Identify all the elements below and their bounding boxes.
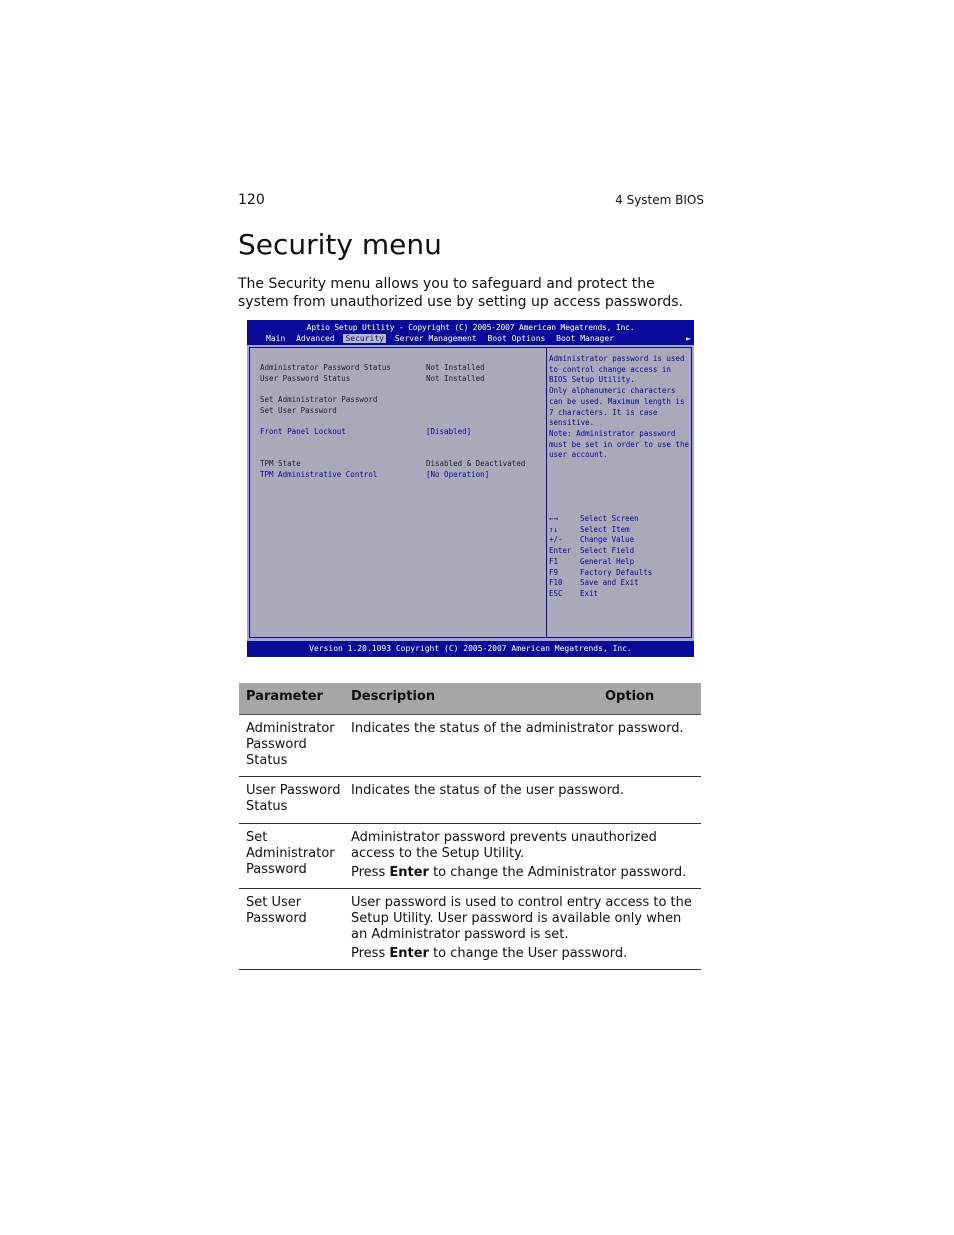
setting-tpm-admin-control[interactable] xyxy=(260,470,490,479)
key-action: Save and Exit xyxy=(580,578,639,588)
bios-tab-bar xyxy=(264,334,618,343)
cell-parameter: Administrator Password Status xyxy=(246,721,335,768)
key-action: Select Screen xyxy=(580,514,639,523)
table-header xyxy=(239,683,701,715)
setting-set-admin-password[interactable] xyxy=(260,395,377,404)
key-legend-row xyxy=(549,589,652,600)
bios-main-panel xyxy=(249,347,692,638)
setting-set-user-password[interactable] xyxy=(260,406,337,415)
setting-value: Not Installed xyxy=(426,363,485,372)
tab-boot-manager[interactable]: Boot Manager xyxy=(556,334,614,343)
setting-label: User Password Status xyxy=(260,374,351,383)
setting-label: TPM State xyxy=(260,459,301,468)
setting-value[interactable]: [No Operation] xyxy=(426,470,490,479)
key-legend-row xyxy=(549,557,652,568)
bios-footer-bar xyxy=(247,641,694,657)
help-line: can be used. Maximum length is xyxy=(549,396,685,406)
key-legend-row xyxy=(549,568,652,579)
parameter-table xyxy=(239,683,701,970)
panel-divider xyxy=(546,348,547,637)
tab-advanced[interactable]: Advanced xyxy=(296,334,335,343)
setting-value[interactable]: [Disabled] xyxy=(426,427,472,436)
setting-tpm-state xyxy=(260,459,526,468)
table-row xyxy=(239,889,701,970)
description-text: Administrator password prevents unauthorized access to the Setup Utility. xyxy=(351,830,657,861)
setting-label: Set Administrator Password xyxy=(260,395,378,404)
scroll-right-icon: ► xyxy=(686,334,691,343)
description-text: Press Enter to change the Administrator password. xyxy=(351,865,687,880)
bios-footer-text: Version 1.20.1093 Copyright (C) 2005-2007 American Megatrends, Inc. xyxy=(309,644,632,653)
help-line: Administrator password is used xyxy=(549,354,685,363)
bios-help-text xyxy=(549,354,691,461)
help-line: must be set in order to use the xyxy=(549,439,689,449)
table-row xyxy=(239,824,701,889)
key-legend-row xyxy=(549,535,652,546)
key-action: Exit xyxy=(580,588,599,598)
setting-value: Disabled & Deactivated xyxy=(426,459,526,468)
intro-paragraph: The Security menu allows you to safeguard and protect the system from unauthorized use by setting up access passwords. xyxy=(238,276,684,310)
description-text: Indicates the status of the administrator password. xyxy=(351,721,684,736)
column-header-parameter: Parameter xyxy=(246,689,323,704)
help-line: sensitive. xyxy=(549,418,595,428)
key-action: Select Field xyxy=(580,546,635,556)
page-number: 120 xyxy=(238,192,265,208)
table-row xyxy=(239,777,701,824)
setting-user-password-status xyxy=(260,374,485,383)
chapter-title: 4 System BIOS xyxy=(615,193,704,207)
key-label: F10 xyxy=(549,578,563,588)
key-action: General Help xyxy=(580,556,635,566)
key-legend-row xyxy=(549,514,652,525)
cell-parameter: Set Administrator Password xyxy=(246,830,335,877)
cell-description xyxy=(351,830,696,884)
tab-security[interactable]: Security xyxy=(345,334,384,343)
key-label: F9 xyxy=(549,567,559,577)
bios-title: Aptio Setup Utility - Copyright (C) 2005-2007 American Megatrends, Inc. xyxy=(306,323,635,332)
setting-label: Administrator Password Status xyxy=(260,363,391,372)
bios-screenshot xyxy=(247,320,694,657)
help-line: Note: Administrator password xyxy=(549,428,676,438)
key-label: F1 xyxy=(549,556,559,566)
cell-parameter: User Password Status xyxy=(246,783,341,814)
help-line: to control change access in xyxy=(549,364,671,374)
column-header-description: Description xyxy=(351,689,436,704)
key-action: Factory Defaults xyxy=(580,567,653,577)
table-row xyxy=(239,715,701,777)
cell-parameter: Set User Password xyxy=(246,895,307,926)
key-label: +/- xyxy=(549,535,563,545)
setting-label: TPM Administrative Control xyxy=(260,470,378,479)
key-legend-row xyxy=(549,546,652,557)
key-label: ↑↓ xyxy=(549,524,559,534)
description-text: Press Enter to change the User password. xyxy=(351,946,628,961)
tab-boot-options[interactable]: Boot Options xyxy=(487,334,546,343)
setting-label: Front Panel Lockout xyxy=(260,427,346,436)
setting-label: Set User Password xyxy=(260,406,337,415)
bios-key-legend xyxy=(549,514,652,600)
key-label: ←→ xyxy=(549,514,559,523)
help-line: BIOS Setup Utility. xyxy=(549,375,635,385)
bios-title-bar xyxy=(247,320,694,345)
help-line: Only alphanumeric characters xyxy=(549,386,676,396)
key-action: Change Value xyxy=(580,535,635,545)
setting-front-panel-lockout[interactable] xyxy=(260,427,472,436)
description-text: User password is used to control entry access to the Setup Utility. User password is available only when an Administrator password is set. xyxy=(351,895,692,942)
setting-admin-password-status xyxy=(260,363,485,372)
setting-value: Not Installed xyxy=(426,374,485,383)
tab-server-management[interactable]: Server Management xyxy=(394,334,477,343)
key-label: Enter xyxy=(549,546,572,556)
help-line: user account. xyxy=(549,450,608,460)
cell-description xyxy=(351,895,696,965)
description-text: Indicates the status of the user password. xyxy=(351,783,625,798)
cell-description xyxy=(351,783,696,802)
page-title: Security menu xyxy=(238,228,442,261)
column-header-option: Option xyxy=(605,689,655,704)
tab-main[interactable]: Main xyxy=(266,334,286,343)
key-legend-row xyxy=(549,578,652,589)
help-line: 7 characters. It is case xyxy=(549,407,658,417)
key-legend-row xyxy=(549,525,652,536)
key-action: Select Item xyxy=(580,524,630,534)
cell-description xyxy=(351,721,696,740)
key-label: ESC xyxy=(549,588,563,598)
